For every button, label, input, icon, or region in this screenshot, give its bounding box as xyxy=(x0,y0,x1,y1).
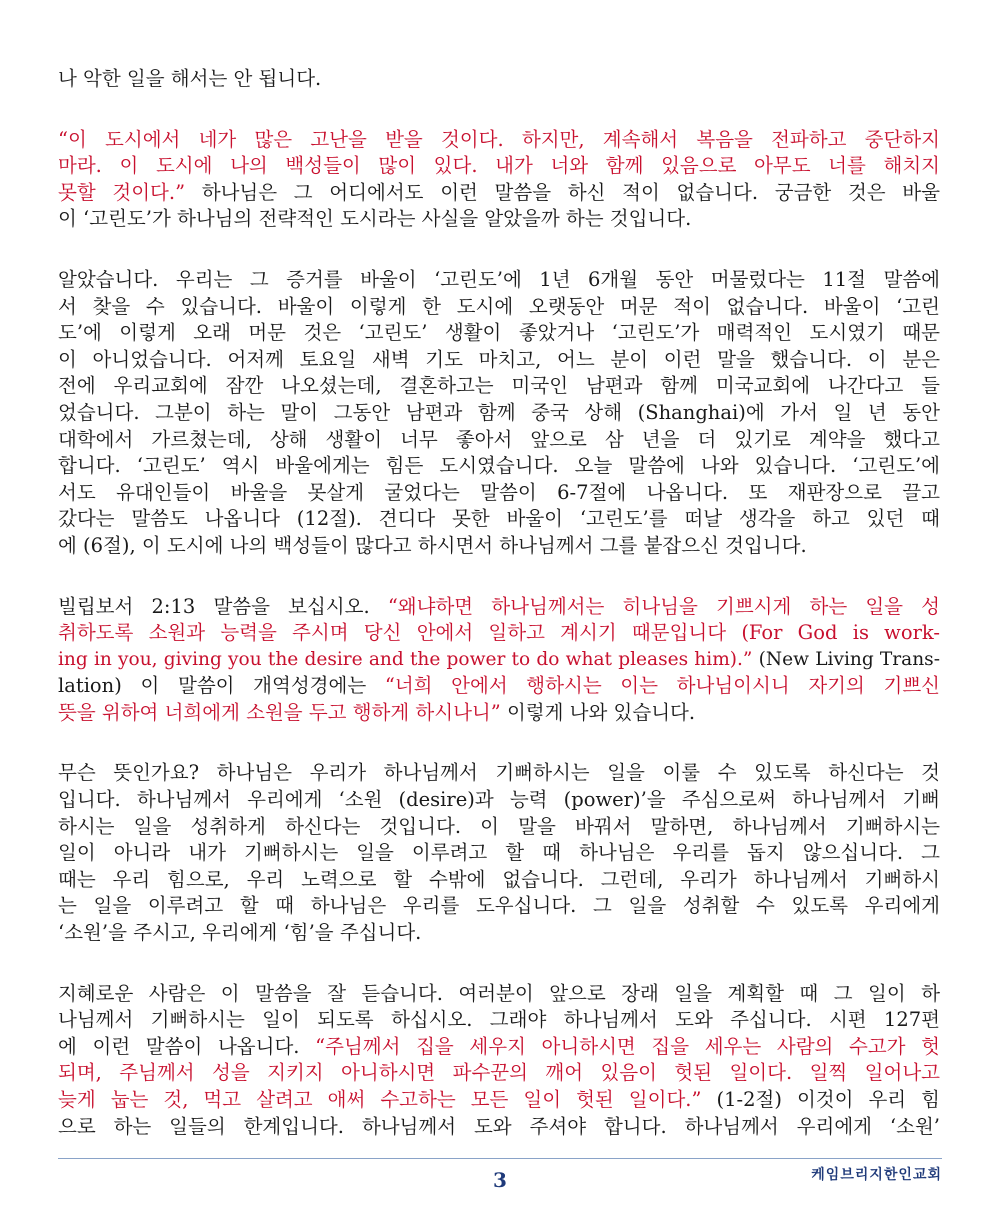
body-text: 입니다. 하나님께서 우리에게 ‘소원 (desire)과 능력 (power)’을 주심으로써 하나님께서 기뻐 xyxy=(58,788,940,812)
text-line xyxy=(58,533,940,560)
text-line xyxy=(58,647,940,674)
text-line xyxy=(58,506,940,533)
text-line xyxy=(58,814,940,841)
body-text: 빌립보서 2:13 말씀을 보십시오. xyxy=(58,594,388,618)
text-line xyxy=(58,840,940,867)
text-line xyxy=(58,673,940,700)
body-text: 나 악한 일을 해서는 안 됩니다. xyxy=(58,67,322,90)
scripture-quote-text: 마라. 이 도시에 나의 백성들이 많이 있다. 내가 너와 함께 있음으로 아무도 너를 해치지 xyxy=(58,154,940,178)
scripture-quote-text: 뜻을 위하여 너희에게 소원을 두고 행하게 하시나니” xyxy=(58,700,501,724)
body-text: 합니다. ‘고린도’ 역시 바울에게는 힘든 도시였습니다. 오늘 말씀에 나와 있습니다. ‘고린도’에 xyxy=(58,454,940,478)
body-text: 하나님은 그 어디에서도 이런 말씀을 하신 적이 없습니다. 궁금한 것은 바울 xyxy=(185,180,940,204)
text-line xyxy=(58,320,940,347)
body-text: 도’에 이렇게 오래 머문 것은 ‘고린도’ 생활이 좋았거나 ‘고린도’가 매력적인 도시였기 때문 xyxy=(58,321,940,345)
text-line xyxy=(58,294,940,321)
text-line xyxy=(58,893,940,920)
text-line xyxy=(58,127,940,154)
body-text: 갔다는 말씀도 나옵니다 (12절). 견디다 못한 바울이 ‘고린도’를 떠날 생각을 하고 있던 때 xyxy=(58,507,940,531)
body-text: 에 (6절), 이 도시에 나의 백성들이 많다고 하시면서 하나님께서 그를 붙잡으신 것입니다. xyxy=(58,533,807,557)
body-text: 는 일을 이루려고 할 때 하나님은 우리를 도우십니다. 그 일을 성취할 수 있도록 우리에게 xyxy=(58,894,940,918)
text-line xyxy=(58,206,940,233)
paragraph xyxy=(58,981,940,1141)
body-text: 나님께서 기뻐하시는 일이 되도록 하십시오. 그래야 하나님께서 도와 주십니다. 시편 127편 xyxy=(58,1008,940,1032)
body-text: 었습니다. 그분이 하는 말이 그동안 남편과 함께 중국 상해 (Shanghai)에 가서 일 년 동안 xyxy=(58,400,940,424)
text-line xyxy=(58,480,940,507)
paragraph xyxy=(58,760,940,946)
church-name: 케임브리지한인교회 xyxy=(811,1167,942,1183)
scripture-quote-text: 못할 것이다.” xyxy=(58,180,186,204)
text-line xyxy=(58,373,940,400)
body-text: 이렇게 나와 있습니다. xyxy=(500,700,696,724)
body-text: lation) 이 말씀이 개역성경에는 xyxy=(58,674,385,698)
body-text: 때는 우리 힘으로, 우리 노력으로 할 수밖에 없습니다. 그런데, 우리가 하나님께서 기뻐하시 xyxy=(58,867,940,891)
scripture-quote-text: “왜냐하면 하나님께서는 히나님을 기쁘시게 하는 일을 성 xyxy=(387,594,940,618)
body-text: 일이 아니라 내가 기뻐하시는 일을 이루려고 할 때 하나님은 우리를 돕지 않으십니다. 그 xyxy=(58,841,940,865)
scripture-quote-text: 취하도록 소원과 능력을 주시며 당신 안에서 일하고 계시기 때문입니다 (For God is work- xyxy=(58,621,940,645)
text-line xyxy=(58,867,940,894)
paragraph xyxy=(58,594,940,727)
body-text: (1-2절) 이것이 우리 힘 xyxy=(701,1088,940,1111)
text-line xyxy=(58,620,940,647)
text-line xyxy=(58,594,940,621)
body-text: 무슨 뜻인가요? 하나님은 우리가 하나님께서 기뻐하시는 일을 이룰 수 있도록 하신다는 것 xyxy=(58,761,940,785)
body-text: 으로 하는 일들의 한계입니다. 하나님께서 도와 주셔야 합니다. 하나님께서 우리에게 ‘소원’ xyxy=(58,1114,940,1138)
document-body xyxy=(58,66,940,1140)
body-text: 하시는 일을 성취하게 하신다는 것입니다. 이 말을 바꿔서 말하면, 하나님께서 기뻐하시는 xyxy=(58,814,940,838)
body-text: 에 이런 말씀이 나옵니다. xyxy=(58,1034,316,1058)
body-text: 전에 우리교회에 잠깐 나오셨는데, 결혼하고는 미국인 남편과 함께 미국교회에 나간다고 들 xyxy=(58,374,940,398)
scripture-quote-text: ing in you, giving you the desire and the power to do what pleases him).” xyxy=(58,648,753,670)
body-text: 서 찾을 수 있습니다. 바울이 이렇게 한 도시에 오랫동안 머문 적이 없습니다. 바울이 ‘고린 xyxy=(58,294,940,318)
body-text: 대학에서 가르쳤는데, 상해 생활이 너무 좋아서 앞으로 삼 년을 더 있기로 계약을 했다고 xyxy=(58,427,940,451)
text-line xyxy=(58,787,940,814)
text-line xyxy=(58,66,940,93)
text-line xyxy=(58,1087,940,1114)
text-line xyxy=(58,453,940,480)
body-text: 지혜로운 사람은 이 말씀을 잘 듣습니다. 여러분이 앞으로 장래 일을 계획할 때 그 일이 하 xyxy=(58,981,940,1005)
text-line xyxy=(58,1034,940,1061)
footer-divider xyxy=(58,1158,942,1159)
paragraph xyxy=(58,267,940,560)
scripture-quote-text: 되며, 주님께서 성을 지키지 아니하시면 파수꾼의 깨어 있음이 헛된 일이다. 일찍 일어나고 xyxy=(58,1061,940,1085)
scripture-quote-text: “너희 안에서 행하시는 이는 하나님이시니 자기의 기쁘신 xyxy=(384,674,940,698)
scripture-quote-text: 늦게 눕는 것, 먹고 살려고 애써 수고하는 모든 일이 헛된 일이다.” xyxy=(58,1088,702,1111)
text-line xyxy=(58,180,940,207)
body-text: 알았습니다. 우리는 그 증거를 바울이 ‘고린도’에 1년 6개월 동안 머물렀다는 11절 말씀에 xyxy=(58,267,940,291)
text-line xyxy=(58,400,940,427)
text-line xyxy=(58,153,940,180)
paragraph xyxy=(58,66,940,93)
text-line xyxy=(58,1060,940,1087)
text-line xyxy=(58,267,940,294)
text-line xyxy=(58,427,940,454)
body-text: (New Living Trans- xyxy=(752,648,940,670)
text-line xyxy=(58,1114,940,1141)
text-line xyxy=(58,920,940,947)
text-line xyxy=(58,1007,940,1034)
scripture-quote-text: “이 도시에서 네가 많은 고난을 받을 것이다. 하지만, 계속해서 복음을 전파하고 중단하지 xyxy=(58,127,940,151)
text-line xyxy=(58,981,940,1008)
text-line xyxy=(58,347,940,374)
body-text: 서도 유대인들이 바울을 못살게 굴었다는 말씀이 6-7절에 나옵니다. 또 재판장으로 끌고 xyxy=(58,480,940,504)
body-text: ‘소원’을 주시고, 우리에게 ‘힘’을 주십니다. xyxy=(58,921,422,945)
text-line xyxy=(58,760,940,787)
page-number: 3 xyxy=(493,1168,507,1192)
paragraph xyxy=(58,127,940,233)
body-text: 이 ‘고린도’가 하나님의 전략적인 도시라는 사실을 알았을까 하는 것입니다. xyxy=(58,207,692,231)
body-text: 이 아니었습니다. 어저께 토요일 새벽 기도 마치고, 어느 분이 이런 말을 했습니다. 이 분은 xyxy=(58,347,940,371)
text-line xyxy=(58,700,940,727)
scripture-quote-text: “주님께서 집을 세우지 아니하시면 집을 세우는 사람의 수고가 헛 xyxy=(315,1034,940,1058)
